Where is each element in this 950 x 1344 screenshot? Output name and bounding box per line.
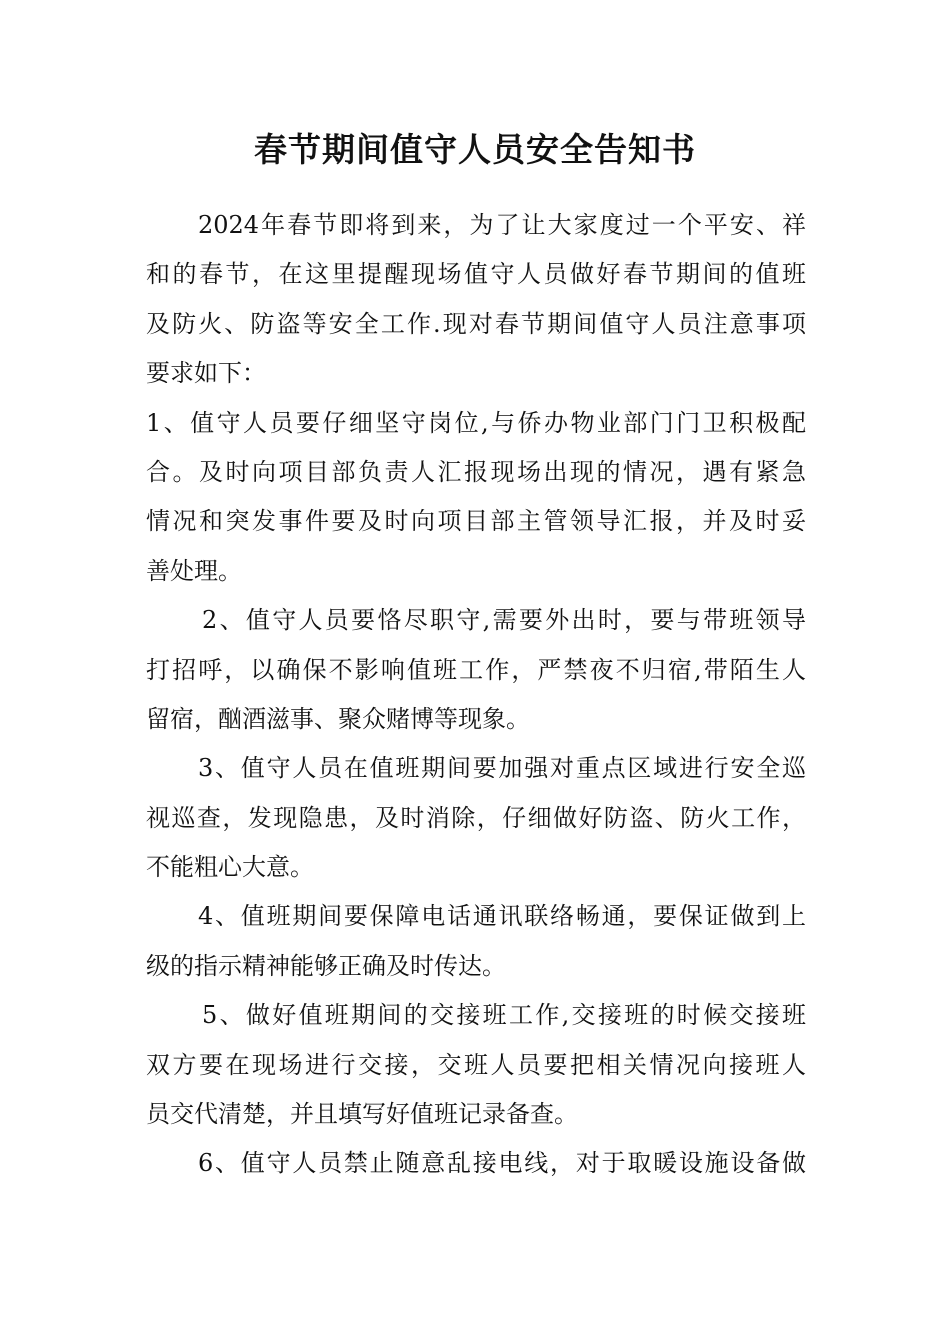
document-title: 春节期间值守人员安全告知书: [254, 130, 696, 169]
text-line: 及防火、防盗等安全工作.现对春节期间值守人员注意事项: [146, 309, 806, 338]
text-line: 不能粗心大意。: [146, 853, 314, 882]
text-line: 双方要在现场进行交接，交班人员要把相关情况向接班人: [146, 1050, 806, 1079]
document-body: [146, 201, 806, 1189]
text-line: 要求如下：: [146, 359, 266, 388]
text-line: 视巡查，发现隐患，及时消除，仔细做好防盗、防火工作，: [146, 803, 806, 832]
text-line: 留宿，酗酒滋事、聚众赌博等现象。: [146, 704, 530, 733]
text-line: 3、值守人员在值班期间要加强对重点区域进行安全巡: [198, 754, 806, 783]
text-line: 6、值守人员禁止随意乱接电线，对于取暖设施设备做: [198, 1149, 806, 1178]
text-line: 2、值守人员要恪尽职守,需要外出时，要与带班领导: [202, 606, 806, 635]
text-line: 2024年春节即将到来，为了让大家度过一个平安、祥: [198, 211, 806, 239]
text-line: 1、值守人员要仔细坚守岗位,与侨办物业部门门卫积极配: [146, 408, 806, 437]
text-line: 5、做好值班期间的交接班工作,交接班的时候交接班: [202, 1001, 806, 1030]
text-line: 级的指示精神能够正确及时传达。: [146, 951, 506, 980]
text-line: 情况和突发事件要及时向项目部主管领导汇报，并及时妥: [146, 507, 806, 536]
text-line: 打招呼，以确保不影响值班工作，严禁夜不归宿,带陌生人: [146, 655, 806, 684]
text-line: 和的春节，在这里提醒现场值守人员做好春节期间的值班: [146, 260, 806, 289]
text-line: 4、值班期间要保障电话通讯联络畅通，要保证做到上: [198, 902, 806, 931]
text-line: 合。及时向项目部负责人汇报现场出现的情况，遇有紧急: [146, 457, 806, 486]
text-line: 善处理。: [146, 556, 242, 585]
text-line: 员交代清楚，并且填写好值班记录备查。: [146, 1100, 578, 1129]
